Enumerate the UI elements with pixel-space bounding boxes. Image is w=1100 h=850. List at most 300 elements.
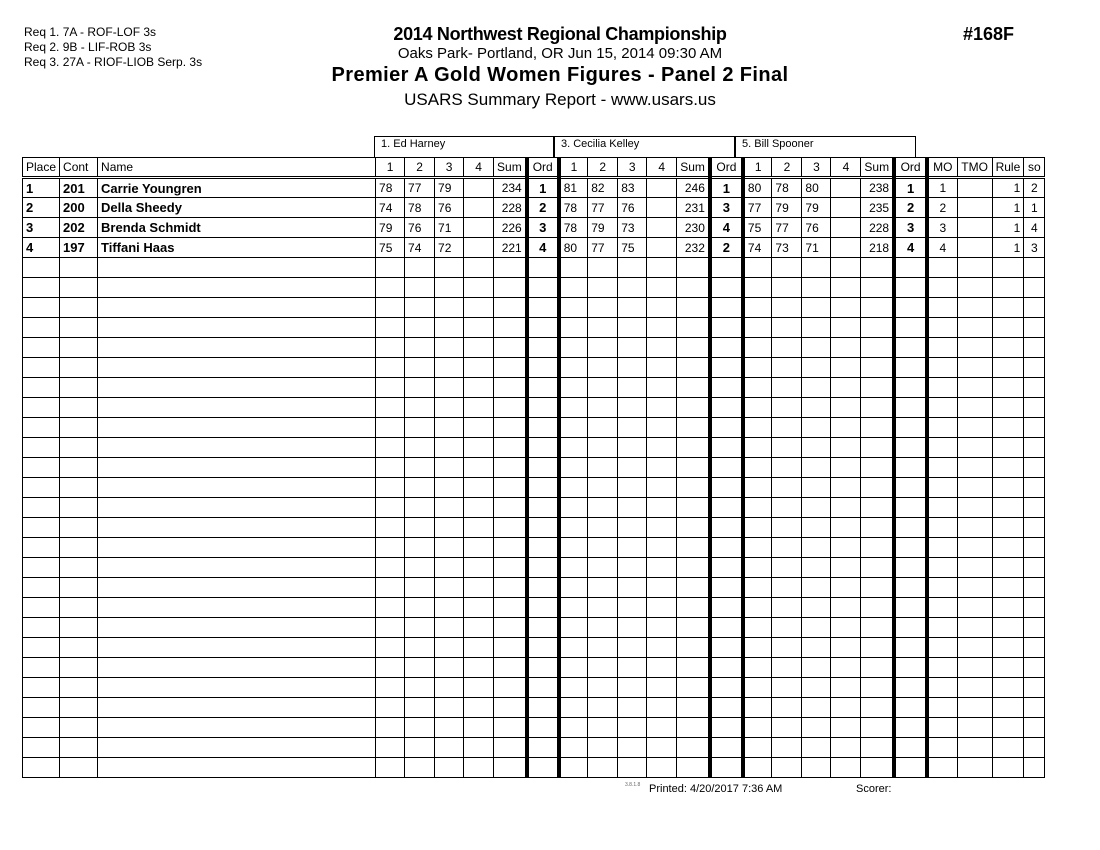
mo-cell: 2 [927, 198, 957, 218]
judge3-score-2: 77 [772, 218, 802, 238]
table-row [23, 218, 1045, 238]
empty-cell [831, 418, 861, 438]
empty-cell [1024, 718, 1045, 738]
empty-cell [677, 618, 710, 638]
empty-cell [435, 358, 464, 378]
empty-cell [677, 278, 710, 298]
judge3-ord: 3 [894, 218, 927, 238]
empty-cell [60, 498, 98, 518]
empty-cell [60, 638, 98, 658]
empty-cell [559, 538, 588, 558]
empty-cell [772, 498, 802, 518]
judge1-score-4 [464, 238, 494, 258]
judge3-score-4 [831, 238, 861, 258]
empty-cell [464, 278, 494, 298]
judge-header-2: 3. Cecilia Kelley [554, 136, 735, 157]
empty-cell [376, 358, 405, 378]
empty-row [23, 378, 1045, 398]
empty-cell [647, 278, 677, 298]
empty-cell [23, 678, 60, 698]
empty-cell [743, 278, 772, 298]
empty-cell [992, 678, 1024, 698]
judge1-score-4 [464, 178, 494, 198]
empty-cell [376, 458, 405, 478]
empty-cell [405, 578, 435, 598]
judge3-score-4 [831, 218, 861, 238]
empty-cell [527, 558, 559, 578]
empty-cell [60, 318, 98, 338]
empty-cell [647, 358, 677, 378]
judge2-score-2: 77 [588, 198, 618, 218]
empty-cell [1024, 398, 1045, 418]
name-cell: Carrie Youngren [98, 178, 376, 198]
empty-cell [60, 578, 98, 598]
empty-cell [60, 438, 98, 458]
empty-cell [559, 678, 588, 698]
empty-cell [23, 698, 60, 718]
empty-cell [894, 358, 927, 378]
empty-cell [60, 418, 98, 438]
empty-cell [957, 478, 992, 498]
empty-cell [677, 318, 710, 338]
empty-cell [435, 318, 464, 338]
judge1-score-2: 78 [405, 198, 435, 218]
version-label: 3.8.1.8 [625, 782, 641, 788]
empty-cell [894, 578, 927, 598]
empty-cell [992, 698, 1024, 718]
empty-cell [376, 338, 405, 358]
empty-cell [527, 578, 559, 598]
empty-cell [677, 258, 710, 278]
empty-cell [677, 478, 710, 498]
so-cell: 1 [1024, 198, 1045, 218]
empty-cell [992, 738, 1024, 758]
empty-row [23, 498, 1045, 518]
empty-cell [98, 638, 376, 658]
j2-col-1: 1 [559, 158, 588, 178]
judge1-ord: 3 [527, 218, 559, 238]
empty-cell [494, 278, 527, 298]
tmo-cell [957, 238, 992, 258]
printed-timestamp: Printed: 4/20/2017 7:36 AM [649, 783, 783, 795]
so-cell: 3 [1024, 238, 1045, 258]
cont-cell: 202 [60, 218, 98, 238]
empty-row [23, 318, 1045, 338]
empty-cell [743, 758, 772, 778]
empty-cell [527, 738, 559, 758]
empty-cell [927, 758, 957, 778]
empty-cell [376, 418, 405, 438]
empty-cell [98, 578, 376, 598]
empty-cell [861, 418, 894, 438]
empty-cell [772, 558, 802, 578]
judge2-ord: 4 [710, 218, 743, 238]
empty-cell [957, 518, 992, 538]
empty-cell [435, 538, 464, 558]
empty-cell [435, 678, 464, 698]
empty-cell [435, 738, 464, 758]
empty-row [23, 638, 1045, 658]
empty-cell [772, 518, 802, 538]
empty-cell [435, 498, 464, 518]
empty-cell [894, 518, 927, 538]
empty-cell [861, 618, 894, 638]
empty-cell [527, 358, 559, 378]
empty-cell [588, 458, 618, 478]
empty-cell [588, 758, 618, 778]
empty-cell [894, 558, 927, 578]
empty-cell [992, 598, 1024, 618]
empty-cell [618, 418, 647, 438]
empty-cell [743, 518, 772, 538]
empty-cell [559, 378, 588, 398]
empty-cell [588, 578, 618, 598]
empty-cell [23, 278, 60, 298]
empty-row [23, 538, 1045, 558]
empty-cell [957, 738, 992, 758]
empty-cell [743, 558, 772, 578]
empty-cell [927, 698, 957, 718]
judge1-score-2: 76 [405, 218, 435, 238]
empty-cell [992, 318, 1024, 338]
empty-cell [772, 698, 802, 718]
empty-cell [894, 598, 927, 618]
empty-cell [894, 298, 927, 318]
empty-cell [60, 698, 98, 718]
empty-row [23, 758, 1045, 778]
judge1-score-1: 78 [376, 178, 405, 198]
empty-cell [743, 318, 772, 338]
j1-col-1: 1 [376, 158, 405, 178]
empty-cell [23, 458, 60, 478]
empty-cell [831, 438, 861, 458]
empty-cell [588, 278, 618, 298]
empty-cell [23, 318, 60, 338]
empty-cell [60, 718, 98, 738]
judge3-score-3: 79 [802, 198, 831, 218]
empty-cell [588, 398, 618, 418]
empty-cell [677, 558, 710, 578]
empty-cell [710, 298, 743, 318]
empty-cell [494, 618, 527, 638]
j2-col-4: 4 [647, 158, 677, 178]
empty-cell [527, 438, 559, 458]
empty-cell [957, 538, 992, 558]
empty-cell [802, 578, 831, 598]
judge2-score-2: 82 [588, 178, 618, 198]
empty-cell [677, 658, 710, 678]
empty-cell [464, 378, 494, 398]
empty-cell [992, 638, 1024, 658]
empty-cell [861, 578, 894, 598]
empty-cell [1024, 278, 1045, 298]
empty-cell [376, 318, 405, 338]
empty-cell [802, 698, 831, 718]
empty-cell [464, 578, 494, 598]
empty-cell [677, 698, 710, 718]
empty-cell [494, 578, 527, 598]
empty-cell [957, 378, 992, 398]
empty-cell [894, 638, 927, 658]
empty-cell [927, 538, 957, 558]
empty-cell [60, 258, 98, 278]
empty-cell [618, 478, 647, 498]
judge1-ord: 4 [527, 238, 559, 258]
empty-cell [376, 298, 405, 318]
judge2-score-3: 83 [618, 178, 647, 198]
judge1-ord: 1 [527, 178, 559, 198]
empty-cell [464, 298, 494, 318]
judge2-score-1: 81 [559, 178, 588, 198]
empty-cell [405, 558, 435, 578]
empty-cell [743, 298, 772, 318]
empty-cell [559, 438, 588, 458]
j1-col-ord: Ord [527, 158, 559, 178]
judge3-sum: 228 [861, 218, 894, 238]
empty-cell [618, 538, 647, 558]
empty-cell [464, 478, 494, 498]
judge3-score-4 [831, 198, 861, 218]
empty-cell [861, 758, 894, 778]
empty-cell [957, 418, 992, 438]
empty-cell [992, 298, 1024, 318]
empty-cell [894, 318, 927, 338]
empty-cell [494, 398, 527, 418]
empty-cell [494, 518, 527, 538]
empty-cell [405, 538, 435, 558]
empty-cell [647, 678, 677, 698]
empty-cell [743, 378, 772, 398]
judge1-score-3: 76 [435, 198, 464, 218]
empty-cell [677, 338, 710, 358]
empty-cell [98, 618, 376, 638]
empty-cell [588, 678, 618, 698]
empty-cell [1024, 258, 1045, 278]
empty-cell [559, 298, 588, 318]
judge2-ord: 1 [710, 178, 743, 198]
empty-cell [802, 438, 831, 458]
empty-cell [802, 298, 831, 318]
empty-cell [494, 698, 527, 718]
scorer-label: Scorer: [856, 783, 892, 795]
empty-cell [435, 278, 464, 298]
empty-cell [647, 258, 677, 278]
rule-cell: 1 [992, 178, 1024, 198]
empty-cell [894, 758, 927, 778]
judge-header-1: 1. Ed Harney [374, 136, 554, 157]
empty-cell [957, 698, 992, 718]
empty-cell [464, 738, 494, 758]
empty-cell [618, 558, 647, 578]
empty-cell [743, 338, 772, 358]
empty-cell [98, 358, 376, 378]
empty-cell [772, 658, 802, 678]
table-row [23, 198, 1045, 218]
empty-cell [861, 358, 894, 378]
j2-col-3: 3 [618, 158, 647, 178]
cont-cell: 201 [60, 178, 98, 198]
empty-cell [710, 278, 743, 298]
empty-cell [618, 518, 647, 538]
j2-col-sum: Sum [677, 158, 710, 178]
empty-cell [376, 718, 405, 738]
empty-cell [618, 278, 647, 298]
empty-cell [894, 278, 927, 298]
judge2-sum: 232 [677, 238, 710, 258]
empty-cell [957, 258, 992, 278]
empty-cell [831, 378, 861, 398]
empty-cell [710, 578, 743, 598]
empty-cell [802, 278, 831, 298]
empty-cell [405, 378, 435, 398]
place-cell: 2 [23, 198, 60, 218]
empty-cell [376, 658, 405, 678]
empty-cell [861, 338, 894, 358]
judge2-score-2: 79 [588, 218, 618, 238]
empty-cell [559, 418, 588, 438]
col-mo: MO [927, 158, 957, 178]
judge3-score-3: 71 [802, 238, 831, 258]
empty-cell [60, 278, 98, 298]
event-title: Premier A Gold Women Figures - Panel 2 Final [331, 64, 789, 86]
empty-cell [647, 698, 677, 718]
empty-row [23, 578, 1045, 598]
empty-cell [802, 638, 831, 658]
empty-cell [527, 538, 559, 558]
empty-cell [927, 658, 957, 678]
empty-cell [618, 658, 647, 678]
empty-cell [588, 418, 618, 438]
judge2-score-3: 76 [618, 198, 647, 218]
requirement-3: Req 3. 27A - RIOF-LIOB Serp. 3s [24, 55, 203, 69]
empty-cell [1024, 498, 1045, 518]
empty-cell [710, 638, 743, 658]
judge3-sum: 235 [861, 198, 894, 218]
empty-row [23, 658, 1045, 678]
empty-cell [435, 558, 464, 578]
empty-cell [927, 738, 957, 758]
empty-cell [435, 378, 464, 398]
report-title: USARS Summary Report - www.usars.us [404, 90, 716, 109]
judge3-score-1: 74 [743, 238, 772, 258]
judge3-score-1: 75 [743, 218, 772, 238]
j3-col-1: 1 [743, 158, 772, 178]
empty-cell [647, 438, 677, 458]
empty-cell [992, 538, 1024, 558]
empty-cell [894, 498, 927, 518]
empty-cell [743, 618, 772, 638]
col-so: so [1024, 158, 1045, 178]
empty-row [23, 278, 1045, 298]
empty-cell [710, 258, 743, 278]
empty-cell [831, 758, 861, 778]
empty-cell [772, 478, 802, 498]
empty-cell [23, 438, 60, 458]
empty-cell [559, 758, 588, 778]
empty-cell [559, 658, 588, 678]
judge3-ord: 4 [894, 238, 927, 258]
empty-cell [405, 498, 435, 518]
empty-cell [743, 258, 772, 278]
empty-cell [647, 638, 677, 658]
rule-cell: 1 [992, 218, 1024, 238]
empty-cell [861, 278, 894, 298]
empty-cell [494, 598, 527, 618]
empty-cell [647, 478, 677, 498]
empty-cell [527, 318, 559, 338]
empty-cell [992, 518, 1024, 538]
empty-cell [772, 338, 802, 358]
empty-cell [831, 358, 861, 378]
empty-cell [23, 378, 60, 398]
empty-row [23, 458, 1045, 478]
judge2-score-1: 78 [559, 218, 588, 238]
empty-cell [527, 598, 559, 618]
empty-cell [494, 418, 527, 438]
empty-cell [405, 298, 435, 318]
empty-cell [831, 518, 861, 538]
empty-cell [831, 718, 861, 738]
empty-cell [957, 438, 992, 458]
empty-cell [435, 338, 464, 358]
empty-cell [98, 278, 376, 298]
empty-cell [60, 338, 98, 358]
empty-cell [435, 458, 464, 478]
empty-cell [802, 718, 831, 738]
empty-cell [405, 338, 435, 358]
empty-cell [647, 338, 677, 358]
empty-cell [588, 258, 618, 278]
judge3-sum: 218 [861, 238, 894, 258]
empty-cell [588, 638, 618, 658]
empty-cell [710, 318, 743, 338]
empty-cell [894, 658, 927, 678]
empty-cell [1024, 598, 1045, 618]
empty-cell [772, 638, 802, 658]
empty-row [23, 478, 1045, 498]
empty-cell [647, 598, 677, 618]
empty-cell [743, 678, 772, 698]
empty-cell [677, 738, 710, 758]
empty-cell [861, 258, 894, 278]
empty-cell [957, 758, 992, 778]
empty-cell [743, 358, 772, 378]
empty-cell [559, 738, 588, 758]
empty-cell [647, 658, 677, 678]
empty-cell [894, 378, 927, 398]
empty-cell [435, 478, 464, 498]
empty-cell [927, 378, 957, 398]
empty-cell [588, 498, 618, 518]
empty-cell [743, 578, 772, 598]
empty-cell [60, 378, 98, 398]
empty-row [23, 698, 1045, 718]
empty-cell [927, 458, 957, 478]
empty-cell [494, 358, 527, 378]
empty-cell [1024, 358, 1045, 378]
empty-cell [743, 738, 772, 758]
results-table [22, 157, 1045, 778]
empty-cell [494, 638, 527, 658]
empty-cell [23, 358, 60, 378]
empty-cell [802, 658, 831, 678]
empty-cell [60, 758, 98, 778]
empty-cell [772, 678, 802, 698]
empty-row [23, 518, 1045, 538]
empty-cell [1024, 738, 1045, 758]
empty-cell [23, 618, 60, 638]
empty-row [23, 358, 1045, 378]
